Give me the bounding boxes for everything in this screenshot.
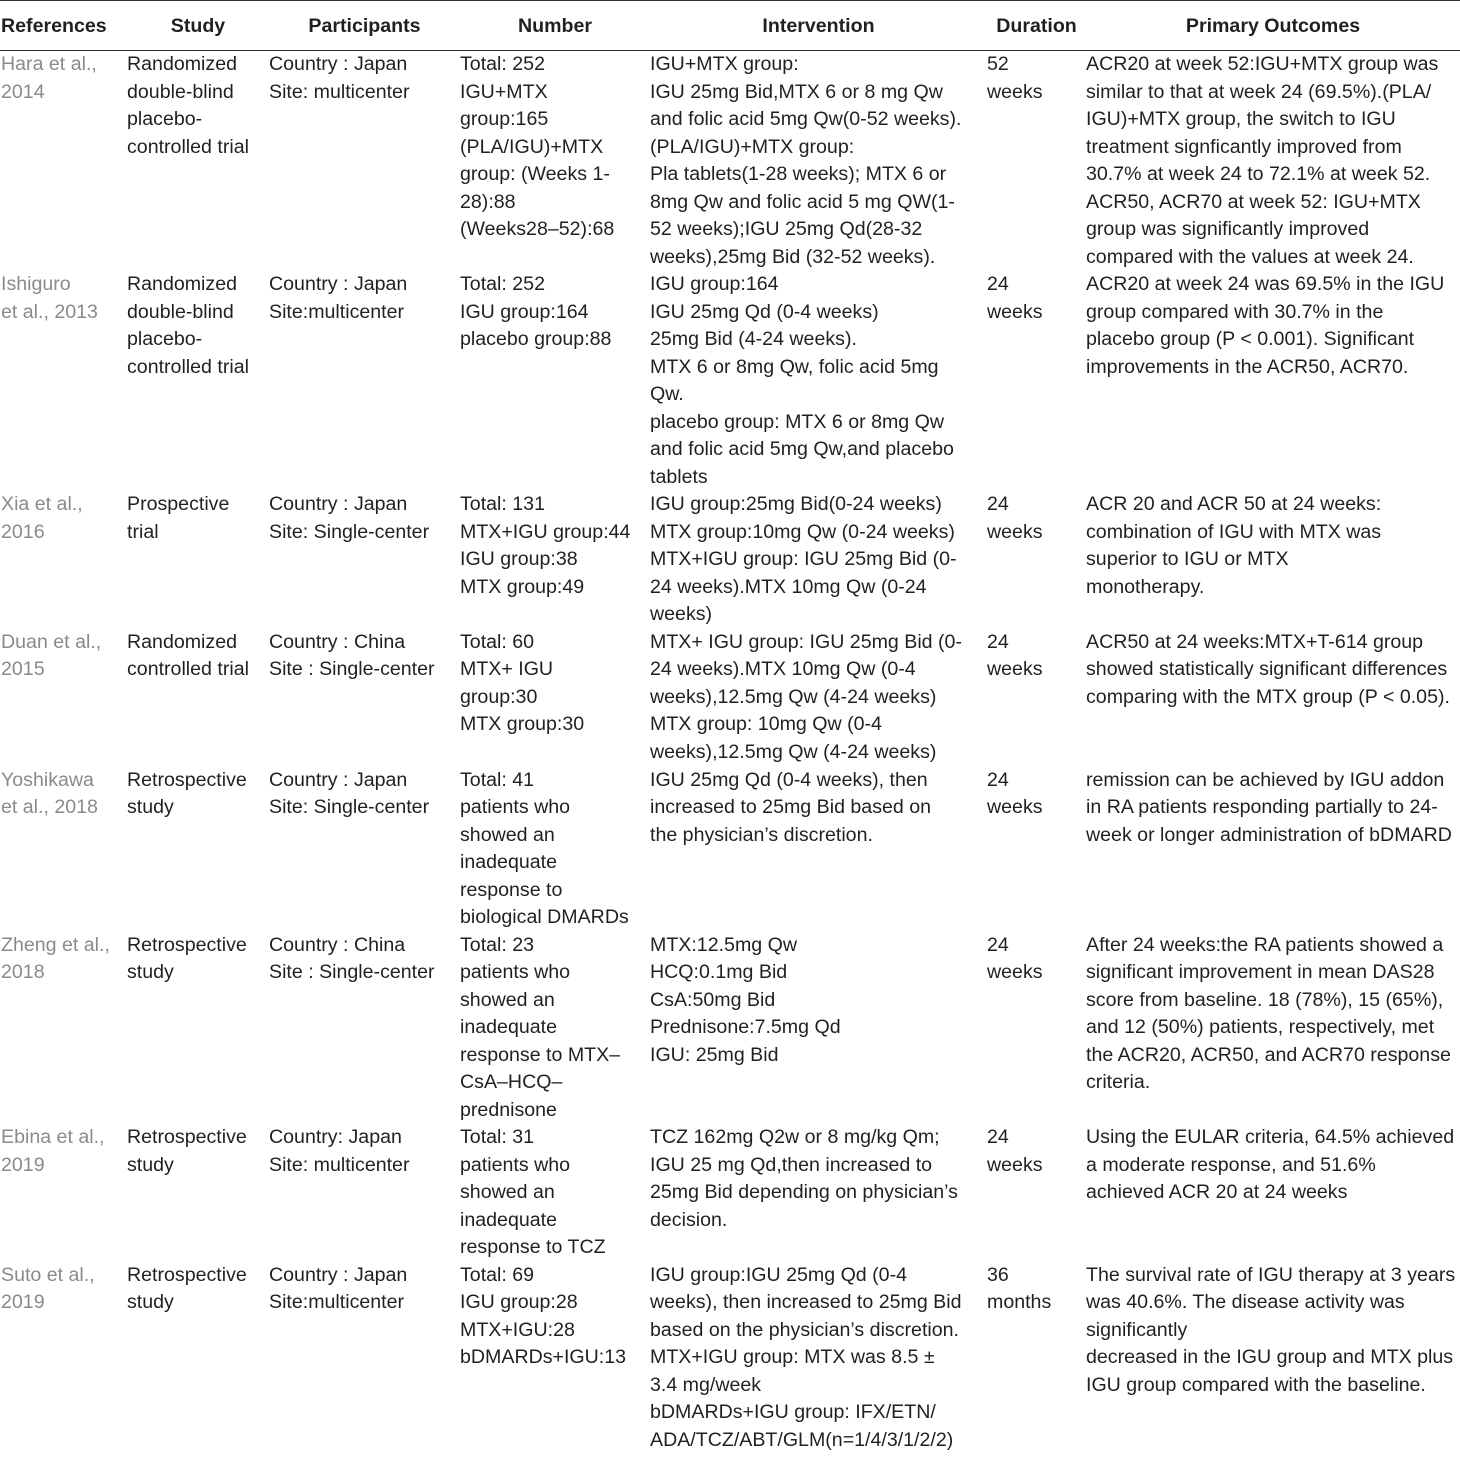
cell-participants — [269, 767, 460, 932]
cell-text-line: study — [127, 1153, 174, 1176]
cell-primary-outcomes — [1086, 1124, 1460, 1262]
cell-intervention — [650, 1124, 987, 1262]
cell-text-line: 2015 — [1, 658, 45, 680]
cell-text-line: compared with the values at week 24. — [1086, 245, 1414, 268]
cell-text-line: 30.7% at week 24 to 72.1% at week 52. — [1086, 163, 1431, 185]
cell-text-line: Total: 252 — [460, 53, 545, 75]
table-row — [0, 491, 1460, 629]
cell-text-line: 2014 — [1, 80, 45, 103]
cell-text-line: controlled trial — [127, 355, 249, 378]
cell-text-line: Total: 41 — [460, 768, 535, 791]
cell-text-line: significant improvement in mean DAS28 — [1086, 961, 1435, 983]
cell-text-line: was 40.6%. The disease activity was — [1086, 1291, 1405, 1313]
cell-number — [460, 932, 650, 1125]
cell-text-line: 2019 — [1, 1153, 45, 1176]
cell-text-line: showed an — [460, 823, 555, 846]
cell-text-line: IGU group compared with the baseline. — [1086, 1373, 1426, 1396]
cell-reference — [0, 767, 127, 932]
cell-text-line: MTX+ IGU group: IGU 25mg Bid (0- — [650, 630, 962, 653]
cell-text-line: double-blind — [127, 80, 234, 103]
cell-text-line: 28):88 — [460, 190, 516, 213]
cell-text-line: ACR 20 and ACR 50 at 24 weeks: — [1086, 493, 1382, 515]
cell-text-line: improvements in the ACR50, ACR70. — [1086, 355, 1409, 378]
cell-text-line: group: (Weeks 1- — [460, 163, 610, 185]
cell-text-line: decreased in the IGU group and MTX plus — [1086, 1346, 1454, 1368]
table-row — [0, 1124, 1460, 1262]
cell-text-line: Xia et al., — [1, 493, 83, 515]
cell-text-line: weeks — [987, 658, 1043, 680]
cell-text-line: Country : Japan — [269, 53, 408, 75]
cell-text-line: Site: multicenter — [269, 1153, 410, 1176]
cell-text-line: patients who — [460, 796, 571, 818]
cell-primary-outcomes — [1086, 491, 1460, 629]
cell-primary-outcomes — [1086, 932, 1460, 1125]
cell-text-line: weeks — [987, 80, 1043, 103]
cell-text-line: Duan et al., — [1, 630, 102, 653]
cell-intervention — [650, 491, 987, 629]
header-study: Study — [127, 1, 269, 51]
cell-intervention — [650, 932, 987, 1125]
cell-text-line: showed an — [460, 988, 555, 1011]
cell-text-line: response to — [460, 878, 563, 901]
cell-text-line: study — [127, 796, 174, 818]
cell-text-line: 36 — [987, 1263, 1009, 1286]
cell-text-line: score from baseline. 18 (78%), 15 (65%), — [1086, 988, 1444, 1011]
cell-text-line: IGU 25mg Bid,MTX 6 or 8 mg Qw — [650, 80, 943, 103]
cell-text-line: placebo- — [127, 108, 203, 130]
cell-text-line: response to MTX– — [460, 1043, 621, 1066]
cell-text-line: study — [127, 1291, 174, 1313]
cell-intervention — [650, 629, 987, 767]
cell-text-line: 25mg Bid depending on physician’s — [650, 1181, 958, 1203]
cell-text-line: MTX group:30 — [460, 713, 585, 735]
cell-text-line: 24 weeks).MTX 10mg Qw (0-24 — [650, 575, 927, 598]
cell-text-line: increased to 25mg Bid based on — [650, 796, 932, 818]
cell-text-line: IGU 25 mg Qd,then increased to — [650, 1153, 933, 1176]
cell-primary-outcomes — [1086, 51, 1460, 272]
cell-intervention — [650, 271, 987, 491]
cell-text-line: tablets — [650, 465, 708, 488]
cell-text-line: MTX+IGU group: MTX was 8.5 ± — [650, 1346, 935, 1368]
cell-text-line: Country : Japan — [269, 273, 408, 295]
cell-text-line: MTX 6 or 8mg Qw, folic acid 5mg — [650, 355, 939, 378]
cell-text-line: CsA–HCQ– — [460, 1071, 563, 1093]
cell-text-line: inadequate — [460, 1208, 557, 1231]
table-row — [0, 629, 1460, 767]
cell-duration — [987, 51, 1086, 272]
cell-text-line: 25mg Bid (4-24 weeks). — [650, 328, 857, 350]
cell-text-line: ACR50 at 24 weeks:MTX+T-614 group — [1086, 630, 1424, 653]
cell-primary-outcomes — [1086, 767, 1460, 932]
cell-text-line: Total: 252 — [460, 273, 545, 295]
cell-text-line: HCQ:0.1mg Bid — [650, 961, 788, 983]
cell-number — [460, 1124, 650, 1262]
cell-duration — [987, 932, 1086, 1125]
cell-text-line: in RA patients responding partially to 24- — [1086, 796, 1438, 818]
table-row — [0, 51, 1460, 272]
cell-text-line: a moderate response, and 51.6% — [1086, 1153, 1376, 1176]
cell-duration — [987, 767, 1086, 932]
cell-text-line: (Weeks28–52):68 — [460, 218, 615, 240]
cell-text-line: Site:multicenter — [269, 1291, 405, 1313]
cell-text-line: prednisone — [460, 1098, 557, 1121]
cell-text-line: showed an — [460, 1181, 555, 1203]
cell-text-line: Retrospective — [127, 933, 247, 956]
cell-text-line: weeks) — [650, 603, 713, 625]
cell-text-line: ACR20 at week 24 was 69.5% in the IGU — [1086, 273, 1445, 295]
table-row — [0, 767, 1460, 932]
header-number: Number — [460, 1, 650, 51]
cell-text-line: 2019 — [1, 1291, 45, 1313]
cell-text-line: Qw. — [650, 383, 684, 405]
cell-text-line: group:30 — [460, 685, 538, 708]
cell-duration — [987, 1262, 1086, 1455]
cell-text-line: weeks),25mg Bid (32-52 weeks). — [650, 245, 936, 268]
cell-text-line: and folic acid 5mg Qw(0-52 weeks). — [650, 108, 962, 130]
cell-text-line: Site: multicenter — [269, 80, 410, 103]
cell-primary-outcomes — [1086, 629, 1460, 767]
cell-text-line: bDMARDs+IGU group: IFX/ETN/ — [650, 1401, 936, 1423]
cell-text-line: IGU+MTX — [460, 80, 548, 103]
cell-text-line: group compared with 30.7% in the — [1086, 300, 1384, 323]
cell-text-line: Suto et al., — [1, 1263, 95, 1286]
cell-text-line: Ishiguro — [1, 273, 71, 295]
cell-text-line: monotherapy. — [1086, 575, 1205, 598]
cell-text-line: treatment signficantly improved from — [1086, 135, 1402, 158]
header-row — [0, 1, 1460, 51]
cell-text-line: IGU group:IGU 25mg Qd (0-4 — [650, 1263, 907, 1286]
cell-text-line: Site: Single-center — [269, 796, 430, 818]
cell-primary-outcomes — [1086, 1262, 1460, 1455]
cell-text-line: weeks — [987, 961, 1043, 983]
cell-duration — [987, 271, 1086, 491]
cell-text-line: After 24 weeks:the RA patients showed a — [1086, 933, 1444, 956]
cell-study — [127, 1262, 269, 1455]
cell-text-line: Randomized — [127, 630, 238, 653]
cell-text-line: patients who — [460, 961, 571, 983]
cell-text-line: et al., 2018 — [1, 796, 98, 818]
cell-text-line: double-blind — [127, 300, 234, 323]
cell-study — [127, 932, 269, 1125]
cell-text-line: group:165 — [460, 108, 549, 130]
header-references: References — [0, 1, 127, 51]
cell-text-line: MTX group: 10mg Qw (0-4 — [650, 713, 882, 735]
cell-text-line: Site : Single-center — [269, 658, 435, 680]
cell-text-line: IGU 25mg Qd (0-4 weeks) — [650, 300, 879, 323]
cell-text-line: (PLA/IGU)+MTX — [460, 135, 604, 158]
cell-reference — [0, 932, 127, 1125]
cell-text-line: Site: Single-center — [269, 520, 430, 543]
cell-text-line: Hara et al., — [1, 53, 97, 75]
table-row — [0, 271, 1460, 491]
cell-text-line: The survival rate of IGU therapy at 3 years — [1086, 1263, 1456, 1286]
cell-number — [460, 51, 650, 272]
cell-text-line: the physician’s discretion. — [650, 823, 873, 846]
cell-text-line: MTX+ IGU — [460, 658, 554, 680]
cell-text-line: Total: 60 — [460, 630, 535, 653]
cell-text-line: placebo group (P < 0.001). Significant — [1086, 328, 1415, 350]
cell-text-line: weeks),12.5mg Qw (4-24 weeks) — [650, 740, 937, 763]
cell-text-line: 2018 — [1, 961, 45, 983]
cell-text-line: Retrospective — [127, 768, 247, 791]
cell-text-line: Site:multicenter — [269, 300, 405, 323]
cell-text-line: placebo- — [127, 328, 203, 350]
cell-text-line: Total: 31 — [460, 1126, 535, 1148]
cell-text-line: MTX+IGU:28 — [460, 1318, 575, 1341]
cell-text-line: Pla tablets(1-28 weeks); MTX 6 or — [650, 163, 947, 185]
cell-study — [127, 629, 269, 767]
cell-text-line: Randomized — [127, 273, 238, 295]
cell-participants — [269, 271, 460, 491]
cell-text-line: 24 — [987, 493, 1009, 515]
cell-text-line: Country: Japan — [269, 1126, 402, 1148]
cell-text-line: IGU: 25mg Bid — [650, 1043, 779, 1066]
cell-text-line: bDMARDs+IGU:13 — [460, 1346, 627, 1368]
cell-text-line: 52 weeks);IGU 25mg Qd(28-32 — [650, 218, 923, 240]
cell-text-line: inadequate — [460, 851, 557, 873]
cell-text-line: group was significantly improved — [1086, 218, 1370, 240]
cell-number — [460, 1262, 650, 1455]
cell-text-line: placebo group: MTX 6 or 8mg Qw — [650, 410, 945, 433]
cell-text-line: TCZ 162mg Q2w or 8 mg/kg Qm; — [650, 1126, 940, 1148]
cell-text-line: Country : Japan — [269, 768, 408, 791]
cell-text-line: and 12 (50%) patients, respectively, met — [1086, 1016, 1435, 1038]
cell-text-line: inadequate — [460, 1016, 557, 1038]
cell-text-line: Prospective — [127, 493, 230, 515]
cell-text-line: weeks — [987, 796, 1043, 818]
cell-text-line: MTX+IGU group:44 — [460, 520, 631, 543]
cell-text-line: MTX group:49 — [460, 575, 585, 598]
cell-text-line: ADA/TCZ/ABT/GLM(n=1/4/3/1/2/2) — [650, 1428, 954, 1451]
cell-text-line: IGU group:28 — [460, 1291, 578, 1313]
table-row — [0, 932, 1460, 1125]
cell-intervention — [650, 1262, 987, 1455]
cell-text-line: 8mg Qw and folic acid 5 mg QW(1- — [650, 190, 955, 213]
cell-reference — [0, 629, 127, 767]
cell-text-line: Country : China — [269, 933, 406, 956]
cell-text-line: placebo group:88 — [460, 328, 612, 350]
cell-text-line: Retrospective — [127, 1126, 247, 1148]
cell-text-line: controlled trial — [127, 135, 249, 158]
cell-text-line: Site : Single-center — [269, 961, 435, 983]
cell-text-line: IGU)+MTX group, the switch to IGU — [1086, 108, 1396, 130]
cell-text-line: 24 — [987, 768, 1009, 791]
table-body — [0, 51, 1460, 1455]
cell-duration — [987, 491, 1086, 629]
table-header — [0, 1, 1460, 51]
cell-text-line: Total: 23 — [460, 933, 535, 956]
cell-text-line: week or longer administration of bDMARD — [1086, 823, 1452, 846]
cell-text-line: significantly — [1086, 1318, 1188, 1341]
cell-study — [127, 767, 269, 932]
cell-text-line: Country : Japan — [269, 1263, 408, 1286]
cell-text-line: showed statistically significant differences — [1086, 658, 1448, 680]
cell-text-line: weeks),12.5mg Qw (4-24 weeks) — [650, 685, 937, 708]
cell-text-line: 2016 — [1, 520, 45, 543]
cell-duration — [987, 629, 1086, 767]
cell-participants — [269, 1262, 460, 1455]
cell-text-line: Total: 69 — [460, 1263, 535, 1286]
header-primary-outcomes: Primary Outcomes — [1086, 1, 1460, 51]
cell-text-line: 3.4 mg/week — [650, 1373, 762, 1396]
cell-text-line: decision. — [650, 1208, 728, 1231]
cell-participants — [269, 1124, 460, 1262]
cell-text-line: weeks — [987, 520, 1043, 543]
cell-study — [127, 491, 269, 629]
cell-text-line: weeks), then increased to 25mg Bid — [650, 1291, 962, 1313]
cell-text-line: study — [127, 961, 174, 983]
cell-text-line: Retrospective — [127, 1263, 247, 1286]
cell-text-line: remission can be achieved by IGU addon — [1086, 768, 1445, 791]
cell-text-line: achieved ACR 20 at 24 weeks — [1086, 1181, 1348, 1203]
cell-intervention — [650, 51, 987, 272]
table-row — [0, 1262, 1460, 1455]
cell-text-line: superior to IGU or MTX — [1086, 548, 1289, 570]
cell-reference — [0, 51, 127, 272]
cell-text-line: comparing with the MTX group (P < 0.05). — [1086, 685, 1450, 708]
cell-text-line: combination of IGU with MTX was — [1086, 520, 1382, 543]
cell-text-line: controlled trial — [127, 658, 249, 680]
cell-participants — [269, 491, 460, 629]
cell-text-line: Total: 131 — [460, 493, 545, 515]
cell-text-line: and folic acid 5mg Qw,and placebo — [650, 438, 954, 460]
cell-text-line: Randomized — [127, 53, 238, 75]
header-intervention: Intervention — [650, 1, 987, 51]
cell-text-line: patients who — [460, 1153, 571, 1176]
cell-text-line: 52 — [987, 53, 1009, 75]
cell-text-line: criteria. — [1086, 1071, 1151, 1093]
cell-text-line: IGU group:25mg Bid(0-24 weeks) — [650, 493, 942, 515]
cell-text-line: IGU+MTX group: — [650, 53, 799, 75]
cell-text-line: CsA:50mg Bid — [650, 988, 776, 1011]
cell-text-line: weeks — [987, 300, 1043, 323]
cell-text-line: IGU group:164 — [460, 300, 589, 323]
cell-text-line: IGU 25mg Qd (0-4 weeks), then — [650, 768, 928, 791]
cell-number — [460, 629, 650, 767]
cell-text-line: et al., 2013 — [1, 300, 98, 323]
cell-number — [460, 271, 650, 491]
cell-reference — [0, 1262, 127, 1455]
cell-reference — [0, 271, 127, 491]
cell-reference — [0, 1124, 127, 1262]
cell-text-line: ACR50, ACR70 at week 52: IGU+MTX — [1086, 190, 1421, 213]
cell-text-line: Ebina et al., — [1, 1126, 105, 1148]
cell-text-line: Country : China — [269, 630, 406, 653]
cell-text-line: Yoshikawa — [1, 768, 94, 791]
cell-reference — [0, 491, 127, 629]
cell-primary-outcomes — [1086, 271, 1460, 491]
cell-text-line: the ACR20, ACR50, and ACR70 response — [1086, 1043, 1451, 1066]
cell-text-line: MTX group:10mg Qw (0-24 weeks) — [650, 520, 955, 543]
cell-text-line: ACR20 at week 52:IGU+MTX group was — [1086, 53, 1439, 75]
cell-text-line: response to TCZ — [460, 1236, 606, 1258]
cell-text-line: (PLA/IGU)+MTX group: — [650, 135, 855, 158]
header-participants: Participants — [269, 1, 460, 51]
cell-text-line: Zheng et al., — [1, 933, 110, 956]
cell-text-line: 24 — [987, 273, 1009, 295]
cell-text-line: weeks — [987, 1153, 1043, 1176]
cell-text-line: 24 weeks).MTX 10mg Qw (0-4 — [650, 658, 916, 680]
cell-participants — [269, 629, 460, 767]
cell-text-line: trial — [127, 520, 159, 543]
cell-text-line: months — [987, 1291, 1052, 1313]
cell-study — [127, 271, 269, 491]
header-duration: Duration — [987, 1, 1086, 51]
cell-text-line: based on the physician’s discretion. — [650, 1318, 959, 1341]
cell-study — [127, 51, 269, 272]
cell-text-line: 24 — [987, 933, 1009, 956]
cell-text-line: IGU group:164 — [650, 273, 779, 295]
cell-participants — [269, 932, 460, 1125]
cell-text-line: Country : Japan — [269, 493, 408, 515]
cell-text-line: MTX+IGU group: IGU 25mg Bid (0- — [650, 548, 957, 570]
cell-text-line: 24 — [987, 630, 1009, 653]
cell-duration — [987, 1124, 1086, 1262]
cell-study — [127, 1124, 269, 1262]
cell-text-line: IGU group:38 — [460, 548, 578, 570]
cell-text-line: MTX:12.5mg Qw — [650, 933, 797, 956]
cell-text-line: similar to that at week 24 (69.5%).(PLA/ — [1086, 80, 1432, 103]
cell-participants — [269, 51, 460, 272]
cell-text-line: Prednisone:7.5mg Qd — [650, 1016, 841, 1038]
cell-text-line: 24 — [987, 1126, 1009, 1148]
cell-intervention — [650, 767, 987, 932]
cell-text-line: Using the EULAR criteria, 64.5% achieved — [1086, 1126, 1455, 1148]
cell-number — [460, 767, 650, 932]
cell-text-line: biological DMARDs — [460, 906, 629, 928]
cell-number — [460, 491, 650, 629]
